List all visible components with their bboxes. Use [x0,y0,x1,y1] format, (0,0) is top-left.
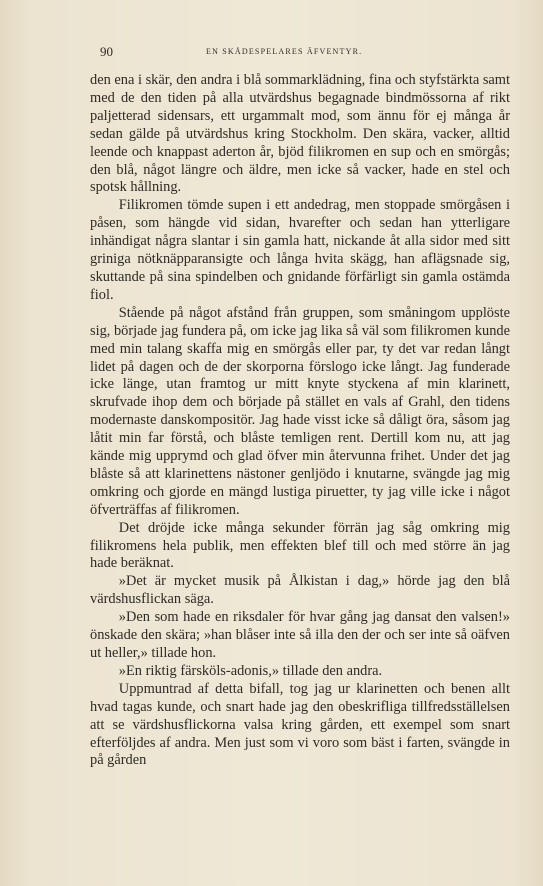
running-title: EN SKÅDESPELARES ÄFVENTYR. [206,47,363,56]
body-text [90,72,510,770]
paragraph-2: Filikromen tömde supen i ett andedrag, men stoppade smörgåsen i påsen, som hängde vid sidan, hvarefter och sedan han ytterligare inhändigat några slantar i sin gamla hatt, nickande åt alla sidor med sitt griniga nötknäpparansigte och långa hvita skägg, han aflägsnade sig, skuttande på sina spindelben och gnidande förfärligt sin gamla ostämda fiol. [90,197,510,303]
paragraph-5: »Det är mycket musik på Ålkistan i dag,» hörde jag den blå värdshusflickan säga. [90,573,510,608]
paragraph-4: Det dröjde icke många sekunder förrän jag såg omkring mig filikromens hela publik, men effekten blef till och med större än jag hade beräknat. [90,519,510,572]
paragraph-1: den ena i skär, den andra i blå sommarklädning, fina och styfstärkta samt med de den tiden på alla utvärdshus begagnade bindmössorna af rikt paljetterad sidensars, ett urgammalt mod, som ännu för ej många år sedan gälde på utvärdshus kring Stockholm. Den skära, vacker, alltid leende och knappast aderton år, bjöd filikromen en sup och en smörgås; den blå, något längre och äldre, men icke så vacker, hade en stel och spotsk hållning. [90,72,510,196]
paragraph-6: »Den som hade en riksdaler för hvar gång jag dansat den valsen!» önskade den skära; »han blåser inte så illa den der och ser inte så oäfven ut heller,» tillade hon. [90,609,510,661]
paragraph-3: Stående på något afstånd från gruppen, som småningom upplöste sig, började jag fundera på, om icke jag lika så väl som filikromen kunde med min talang skaffa mig en smörgås eller par, ty det var redan långt lidet på dagen och de der skorporna förslogo icke långt. Jag funderade icke länge, utan framtog ur mitt knyte styckena af min klarinett, skrufvade ihop dem och började på stället en vals af Grahl, den tidens modernaste danskompositör. Jag hade visst icke så dåligt öra, såsom jag låtit min far förstå, och blåste temligen rent. Dertill kom nu, att jag kände mig upprymd och glad öfver min återvunna frihet. Under det jag blåste så att klarinettens nästoner genljödo i knutarne, svängde jag mig omkring och gjorde en mängd lustiga piruetter, ty jag ville icke i något öfverträffas af filikromen. [90,304,511,518]
page-number: 90 [100,44,113,59]
page-header [90,44,510,60]
paragraph-7: »En riktig färsköls-adonis,» tillade den andra. [118,662,383,679]
paragraph-8: Uppmuntrad af detta bifall, tog jag ur klarinetten och benen allt hvad tagas kunde, och snart hade jag den obeskrifliga tillfredsställelsen att se värdshusflickorna valsa kring gården, ett exempel som snart efterföljdes af andra. Men just som vi voro som bäst i farten, svängde in på gården [90,680,510,769]
